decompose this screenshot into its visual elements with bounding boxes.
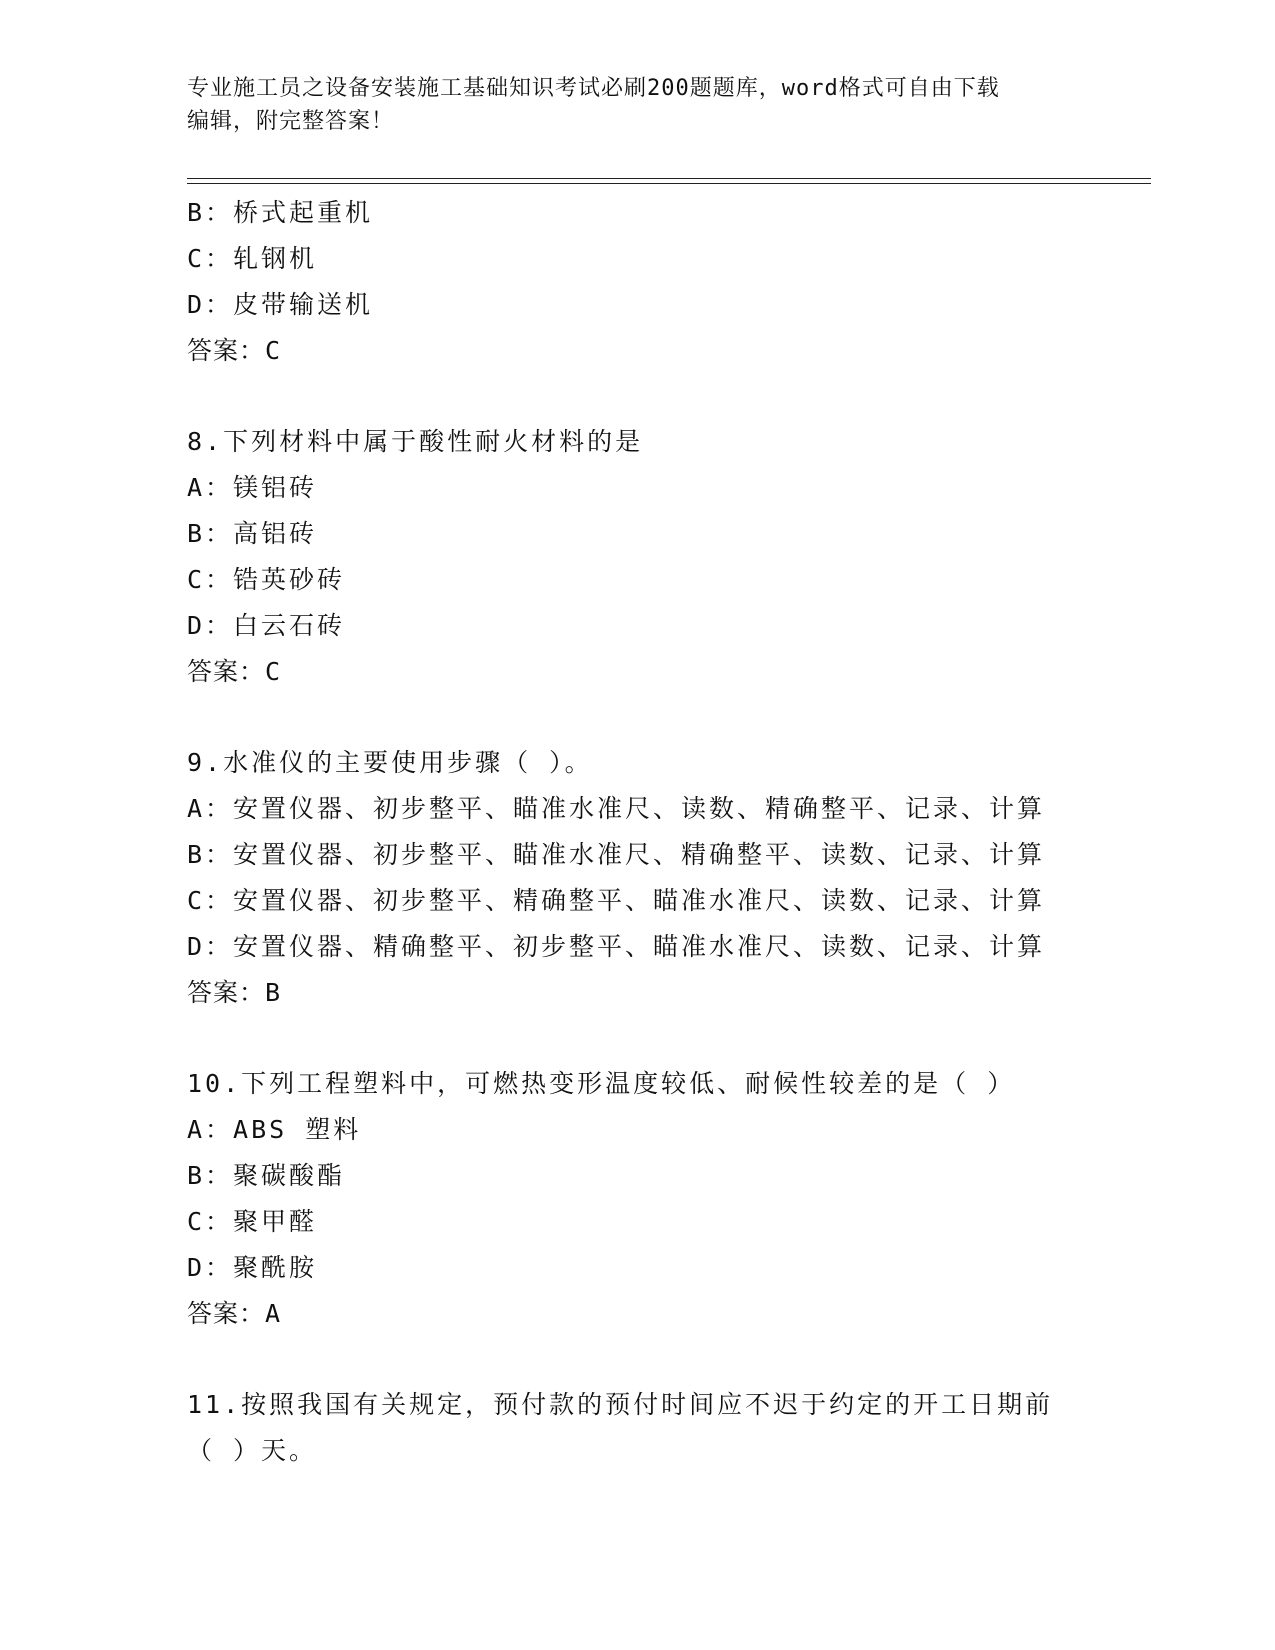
option-b: B：桥式起重机 [187,198,374,227]
option-d: D：白云石砖 [187,611,346,640]
question-10 [187,1061,1087,1337]
answer: 答案：A [187,1299,282,1328]
header-line-2: 编辑，附完整答案！ [187,109,395,134]
option-d: D：皮带输送机 [187,290,374,319]
option-c: C：安置仪器、初步整平、精确整平、瞄准水准尺、读数、记录、计算 [187,886,1046,915]
option-a: A：ABS 塑料 [187,1115,362,1144]
question-text-line-1: 11.按照我国有关规定，预付款的预付时间应不迟于约定的开工日期前 [187,1390,1054,1419]
option-a: A：安置仪器、初步整平、瞄准水准尺、读数、精确整平、记录、计算 [187,794,1046,823]
option-c: C：锆英砂砖 [187,565,346,594]
header-line-1: 专业施工员之设备安装施工基础知识考试必刷200题题库，word格式可自由下载 [187,76,1000,101]
question-text: 9.水准仪的主要使用步骤（ ）。 [187,748,593,777]
option-d: D：聚酰胺 [187,1253,318,1282]
question-text-line-2: （ ）天。 [187,1436,318,1465]
option-b: B：聚碳酸酯 [187,1161,346,1190]
answer: 答案：B [187,978,282,1007]
question-text: 10.下列工程塑料中，可燃热变形温度较低、耐候性较差的是（ ） [187,1069,1016,1098]
option-b: B：安置仪器、初步整平、瞄准水准尺、精确整平、读数、记录、计算 [187,840,1046,869]
header-divider-top [187,178,1151,179]
option-d: D：安置仪器、精确整平、初步整平、瞄准水准尺、读数、记录、计算 [187,932,1046,961]
question-9 [187,740,1087,1016]
question-list [187,190,1087,1474]
question-7 [187,190,1087,374]
answer: 答案：C [187,336,282,365]
option-b: B：高铝砖 [187,519,318,548]
header-divider-bottom [187,183,1151,184]
option-a: A：镁铝砖 [187,473,318,502]
question-text: 8.下列材料中属于酸性耐火材料的是 [187,427,644,456]
question-11 [187,1382,1087,1474]
answer: 答案：C [187,657,282,686]
option-c: C：轧钢机 [187,244,318,273]
option-c: C：聚甲醛 [187,1207,318,1236]
question-8 [187,419,1087,695]
document-header [187,72,1067,138]
